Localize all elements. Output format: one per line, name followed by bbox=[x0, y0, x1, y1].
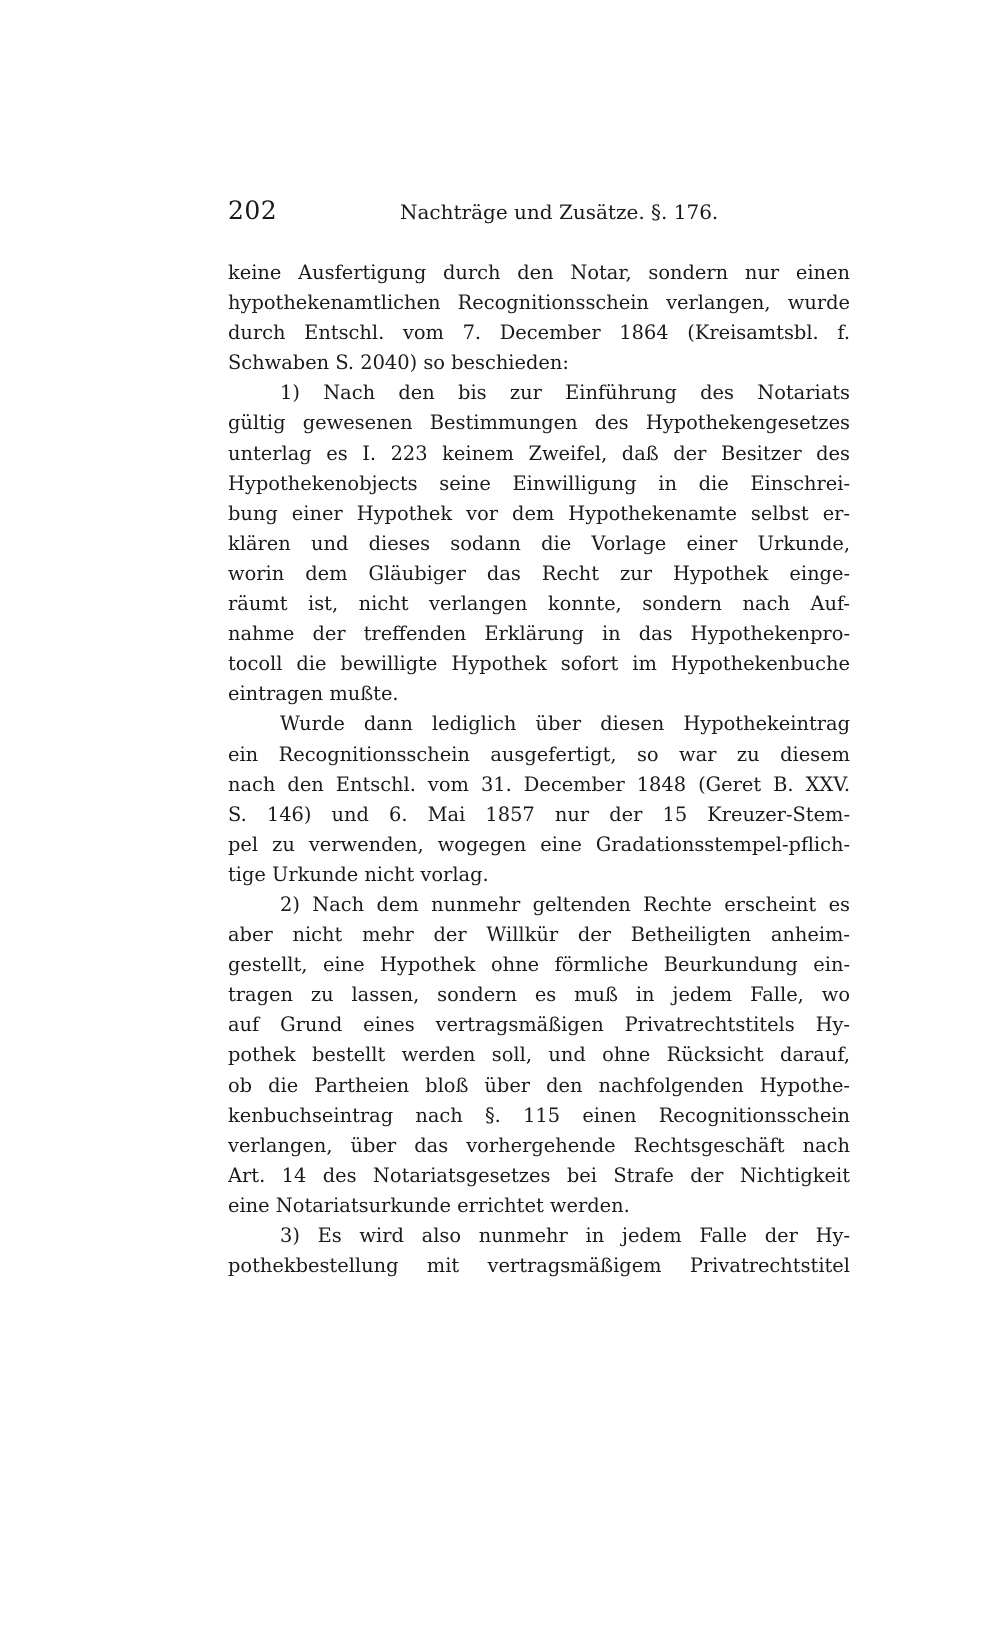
text-line: ein Recognitionsschein ausgefertigt, so war zu diesem bbox=[228, 742, 850, 766]
text-line: 3) Es wird also nunmehr in jedem Falle der Hy- bbox=[280, 1224, 850, 1247]
text-line: gültig gewesenen Bestimmungen des Hypothekengesetzes bbox=[228, 411, 850, 435]
text-line: tocoll die bewilligte Hypothek sofort im Hypothekenbuche bbox=[228, 652, 850, 676]
text-line: keine Ausfertigung durch den Notar, sondern nur einen bbox=[228, 261, 850, 284]
page-number: 202 bbox=[228, 196, 278, 225]
text-line: hypothekenamtlichen Recognitionsschein verlangen, wurde bbox=[228, 291, 850, 315]
text-line: durch Entschl. vom 7. December 1864 (Kreisamtsbl. f. bbox=[228, 321, 850, 345]
text-line: klären und dieses sodann die Vorlage einer Urkunde, bbox=[228, 531, 850, 555]
text-line: Hypothekenobjects seine Einwilligung in die Einschrei- bbox=[228, 471, 850, 495]
text-line: aber nicht mehr der Willkür der Betheiligten anheim- bbox=[228, 923, 850, 947]
text-line: bung einer Hypothek vor dem Hypothekenamte selbst er- bbox=[228, 501, 850, 525]
text-line: nahme der treffenden Erklärung in das Hypothekenpro- bbox=[228, 622, 850, 646]
text-line: verlangen, über das vorhergehende Rechtsgeschäft nach bbox=[228, 1133, 850, 1157]
text-line: nach den Entschl. vom 31. December 1848 (Geret B. XXV. bbox=[228, 772, 850, 796]
text-line: tige Urkunde nicht vorlag. bbox=[228, 862, 489, 886]
text-line: räumt ist, nicht verlangen konnte, sondern nach Auf- bbox=[228, 592, 850, 616]
running-title: Nachträge und Zusätze. §. 176. bbox=[400, 200, 719, 224]
text-line: pothekbestellung mit vertragsmäßigem Privatrechtstitel bbox=[228, 1254, 850, 1278]
text-line: Wurde dann lediglich über diesen Hypothekeintrag bbox=[280, 712, 850, 736]
page-header bbox=[228, 196, 719, 232]
text-line: Art. 14 des Notariatsgesetzes bei Strafe der Nichtigkeit bbox=[228, 1163, 850, 1187]
text-line: S. 146) und 6. Mai 1857 nur der 15 Kreuzer-Stem- bbox=[228, 802, 850, 826]
text-line: auf Grund eines vertragsmäßigen Privatrechtstitels Hy- bbox=[228, 1013, 850, 1037]
text-line: Schwaben S. 2040) so beschieden: bbox=[228, 351, 569, 375]
text-line: pothek bestellt werden soll, und ohne Rücksicht darauf, bbox=[228, 1043, 850, 1067]
text-line: ob die Partheien bloß über den nachfolgenden Hypothe- bbox=[228, 1073, 850, 1097]
text-line: kenbuchseintrag nach §. 115 einen Recognitionsschein bbox=[228, 1103, 850, 1127]
text-line: eine Notariatsurkunde errichtet werden. bbox=[228, 1193, 630, 1217]
text-line: eintragen mußte. bbox=[228, 682, 399, 706]
text-line: worin dem Gläubiger das Recht zur Hypothek einge- bbox=[228, 561, 850, 585]
text-line: unterlag es I. 223 keinem Zweifel, daß der Besitzer des bbox=[228, 441, 850, 465]
text-line: pel zu verwenden, wogegen eine Gradationsstempel-pflich- bbox=[228, 832, 850, 856]
text-line: 1) Nach den bis zur Einführung des Notariats bbox=[280, 381, 850, 405]
body-text bbox=[228, 258, 850, 1281]
text-line: tragen zu lassen, sondern es muß in jedem Falle, wo bbox=[228, 983, 850, 1007]
text-line: 2) Nach dem nunmehr geltenden Rechte erscheint es bbox=[280, 892, 850, 916]
text-line: gestellt, eine Hypothek ohne förmliche Beurkundung ein- bbox=[228, 953, 850, 977]
